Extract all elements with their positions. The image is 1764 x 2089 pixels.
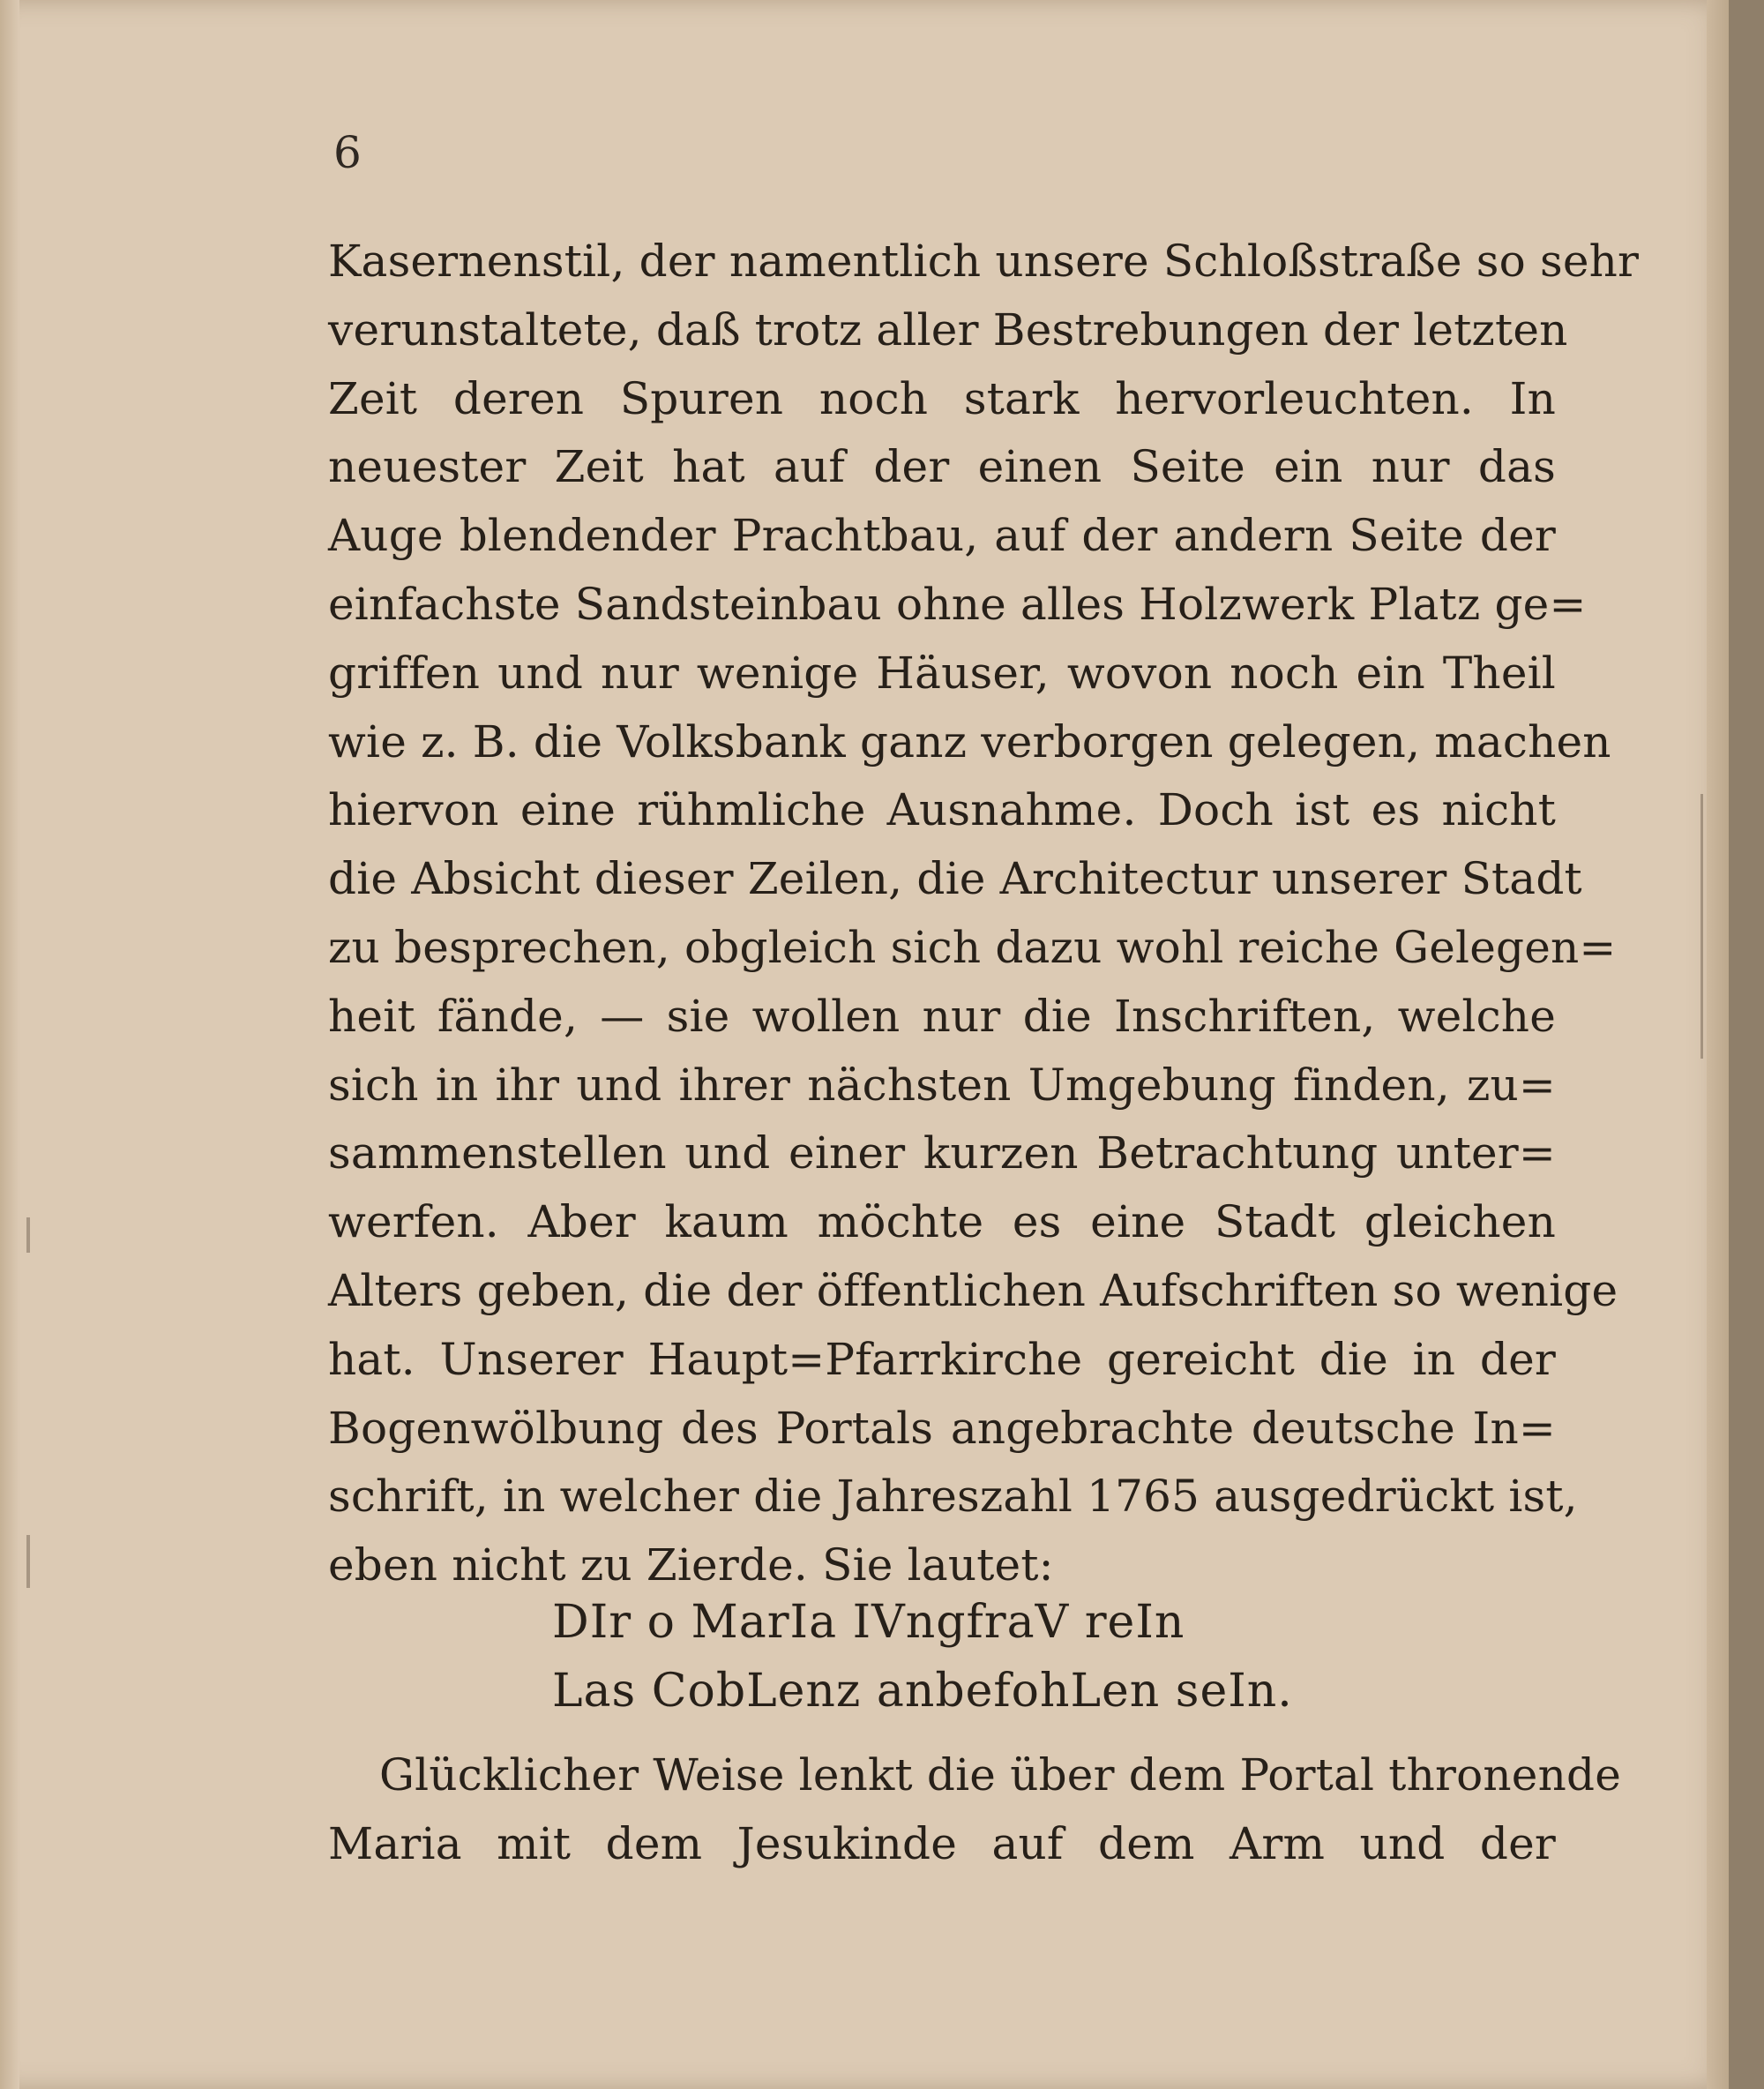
body-text-continued bbox=[328, 1741, 1621, 1879]
text-line: verunstaltete, daß trotz aller Bestrebungen der letzten bbox=[328, 303, 1568, 356]
text-line: eben nicht zu Zierde. Sie lautet: bbox=[328, 1539, 1054, 1591]
page-right-edge bbox=[1707, 0, 1729, 2089]
text-line: Kasernenstil, der namentlich unsere Schloßstraße so sehr bbox=[328, 236, 1640, 287]
text-line: Maria mit dem Jesukinde auf dem Arm und der bbox=[328, 1817, 1556, 1869]
text-line: griffen und nur wenige Häuser, wovon noch ein Theil bbox=[328, 647, 1556, 699]
paper-mark bbox=[1700, 794, 1703, 1059]
text-line: Auge blendender Prachtbau, auf der andern Seite der bbox=[328, 510, 1556, 562]
text-line: hiervon eine rühmliche Ausnahme. Doch ist es nicht bbox=[328, 784, 1556, 836]
paper-mark bbox=[26, 1535, 30, 1588]
page-number: 6 bbox=[333, 127, 362, 178]
text-line: einfachste Sandsteinbau ohne alles Holzwerk Platz ge= bbox=[328, 578, 1587, 630]
verse-line: Las CobLenz anbefohLen seIn. bbox=[552, 1665, 1293, 1718]
text-line: neuester Zeit hat auf der einen Seite ein nur das bbox=[328, 441, 1556, 493]
verse-line: DIr o MarIa IVngfraV reIn bbox=[552, 1596, 1185, 1649]
text-line: Zeit deren Spuren noch stark hervorleuchten. In bbox=[328, 372, 1556, 424]
paper-mark bbox=[26, 1217, 30, 1253]
text-line: Alters geben, die der öffentlichen Aufschriften so wenige bbox=[328, 1264, 1618, 1316]
text-line: sich in ihr und ihrer nächsten Umgebung finden, zu= bbox=[328, 1059, 1556, 1111]
text-line: werfen. Aber kaum möchte es eine Stadt gleichen bbox=[328, 1196, 1556, 1248]
text-line: zu besprechen, obgleich sich dazu wohl reiche Gelegen= bbox=[328, 921, 1617, 973]
body-text bbox=[328, 228, 1640, 1600]
text-line: schrift, in welcher die Jahreszahl 1765 ausgedrückt ist, bbox=[328, 1471, 1578, 1523]
text-line: heit fände, — sie wollen nur die Inschriften, welche bbox=[328, 990, 1556, 1042]
text-line: wie z. B. die Volksbank ganz verborgen gelegen, machen bbox=[328, 715, 1611, 767]
text-line: die Absicht dieser Zeilen, die Architectur unserer Stadt bbox=[328, 853, 1582, 905]
text-line: Bogenwölbung des Portals angebrachte deutsche In= bbox=[328, 1402, 1556, 1454]
text-line: sammenstellen und einer kurzen Betrachtung unter= bbox=[328, 1127, 1556, 1179]
text-line: Glücklicher Weise lenkt die über dem Portal thronende bbox=[379, 1749, 1621, 1801]
inscription-verse bbox=[552, 1588, 1293, 1726]
page-left-edge bbox=[0, 0, 19, 2089]
text-line: hat. Unserer Haupt=Pfarrkirche gereicht die in der bbox=[328, 1333, 1556, 1385]
